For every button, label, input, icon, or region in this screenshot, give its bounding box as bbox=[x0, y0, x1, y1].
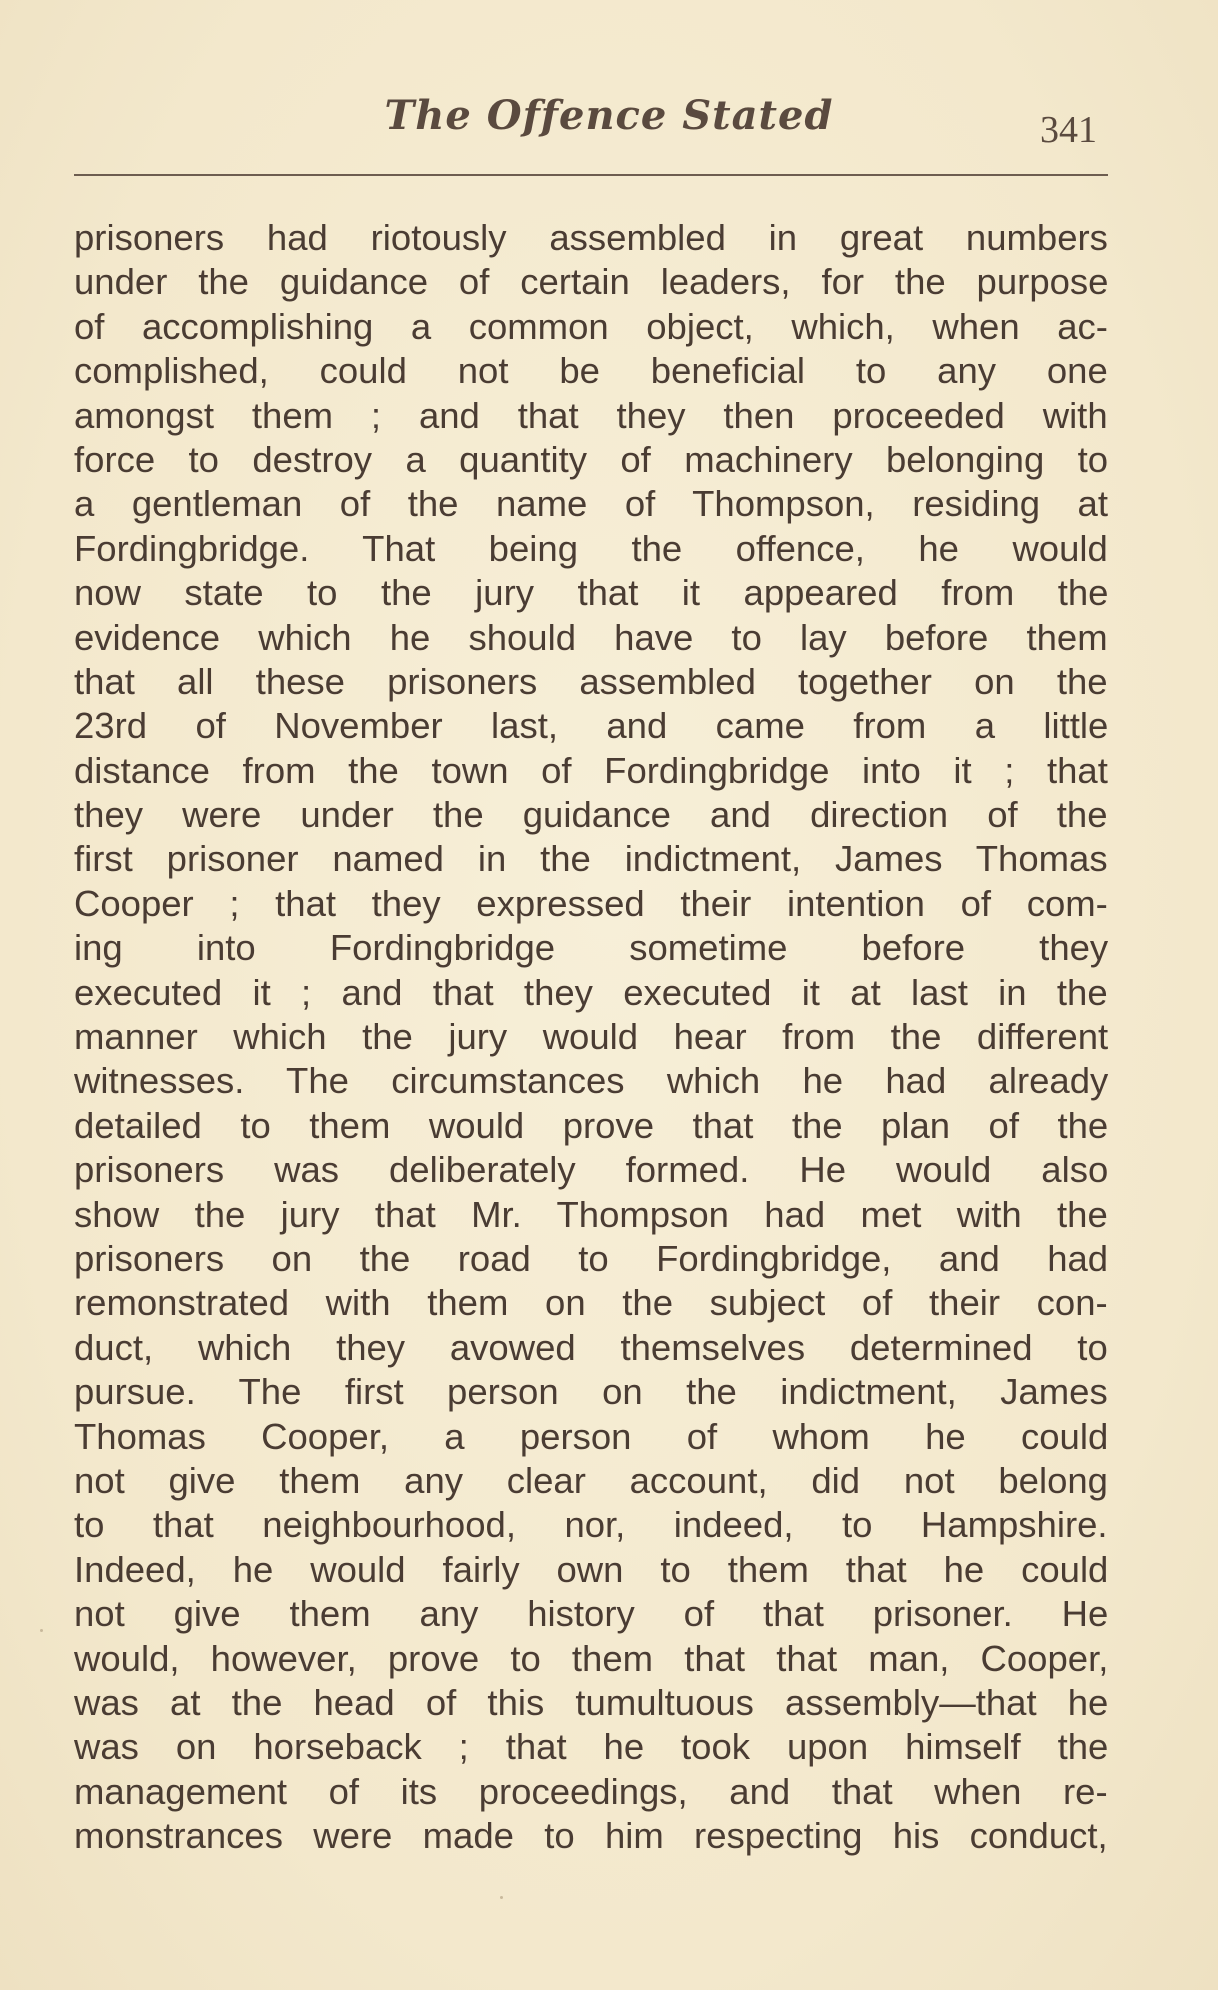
text-line: remonstrated with them on the subject of their con- bbox=[74, 1282, 1108, 1324]
text-line: Fordingbridge. That being the offence, he would bbox=[74, 527, 1108, 569]
text-line: prisoners on the road to Fordingbridge, and had bbox=[74, 1237, 1109, 1279]
page-number: 341 bbox=[1040, 109, 1097, 151]
text-line: 23rd of November last, and came from a little bbox=[74, 705, 1109, 747]
text-line: distance from the town of Fordingbridge into it ; that bbox=[74, 749, 1108, 791]
text-line: they were under the guidance and direction of the bbox=[74, 794, 1108, 836]
header-rule bbox=[74, 174, 1108, 176]
text-line: pursue. The first person on the indictment, James bbox=[74, 1371, 1108, 1413]
text-line: Indeed, he would fairly own to them that he could bbox=[74, 1548, 1109, 1590]
text-line: detailed to them would prove that the plan of the bbox=[74, 1104, 1109, 1146]
text-line: not give them any history of that prisoner. He bbox=[74, 1593, 1109, 1635]
text-line: management of its proceedings, and that when re- bbox=[74, 1770, 1108, 1812]
text-line: show the jury that Mr. Thompson had met with the bbox=[74, 1193, 1108, 1235]
text-line: to that neighbourhood, nor, indeed, to Hampshire. bbox=[74, 1504, 1108, 1546]
text-line: now state to the jury that it appeared from the bbox=[74, 572, 1109, 614]
text-line: force to destroy a quantity of machinery belonging to bbox=[74, 438, 1109, 480]
text-line: complished, could not be beneficial to any one bbox=[74, 350, 1108, 392]
paper-speck bbox=[40, 1629, 43, 1632]
text-line: executed it ; and that they executed it at last in the bbox=[74, 971, 1108, 1013]
text-line: duct, which they avowed themselves determined to bbox=[74, 1326, 1108, 1368]
text-line: amongst them ; and that they then proceeded with bbox=[74, 394, 1108, 436]
text-line: of accomplishing a common object, which, when ac- bbox=[74, 305, 1108, 347]
text-line: was at the head of this tumultuous assembly—that he bbox=[74, 1681, 1109, 1723]
paper-speck bbox=[500, 1896, 503, 1899]
text-line: Thomas Cooper, a person of whom he could bbox=[74, 1415, 1109, 1457]
text-line: monstrances were made to him respecting his conduct, bbox=[74, 1815, 1108, 1857]
text-line: that all these prisoners assembled together on the bbox=[74, 660, 1108, 702]
body-paragraph bbox=[74, 216, 1108, 1858]
text-line: prisoners had riotously assembled in great numbers bbox=[74, 217, 1108, 258]
running-title: The Offence Stated bbox=[384, 92, 834, 139]
text-line: first prisoner named in the indictment, James Thomas bbox=[74, 838, 1108, 880]
text-line: a gentleman of the name of Thompson, residing at bbox=[74, 483, 1108, 525]
text-line: would, however, prove to them that that man, Cooper, bbox=[74, 1637, 1109, 1679]
text-line: ing into Fordingbridge sometime before they bbox=[74, 927, 1109, 969]
text-line: was on horseback ; that he took upon himself the bbox=[74, 1726, 1109, 1768]
text-line: Cooper ; that they expressed their intention of com- bbox=[74, 882, 1108, 924]
text-line: under the guidance of certain leaders, for the purpose bbox=[74, 261, 1109, 303]
text-line: manner which the jury would hear from the different bbox=[74, 1016, 1109, 1058]
text-line: witnesses. The circumstances which he had already bbox=[74, 1060, 1109, 1102]
text-line: prisoners was deliberately formed. He would also bbox=[74, 1149, 1109, 1191]
text-line: evidence which he should have to lay before them bbox=[74, 616, 1108, 658]
running-header bbox=[0, 92, 1218, 162]
text-line: not give them any clear account, did not belong bbox=[74, 1459, 1108, 1501]
